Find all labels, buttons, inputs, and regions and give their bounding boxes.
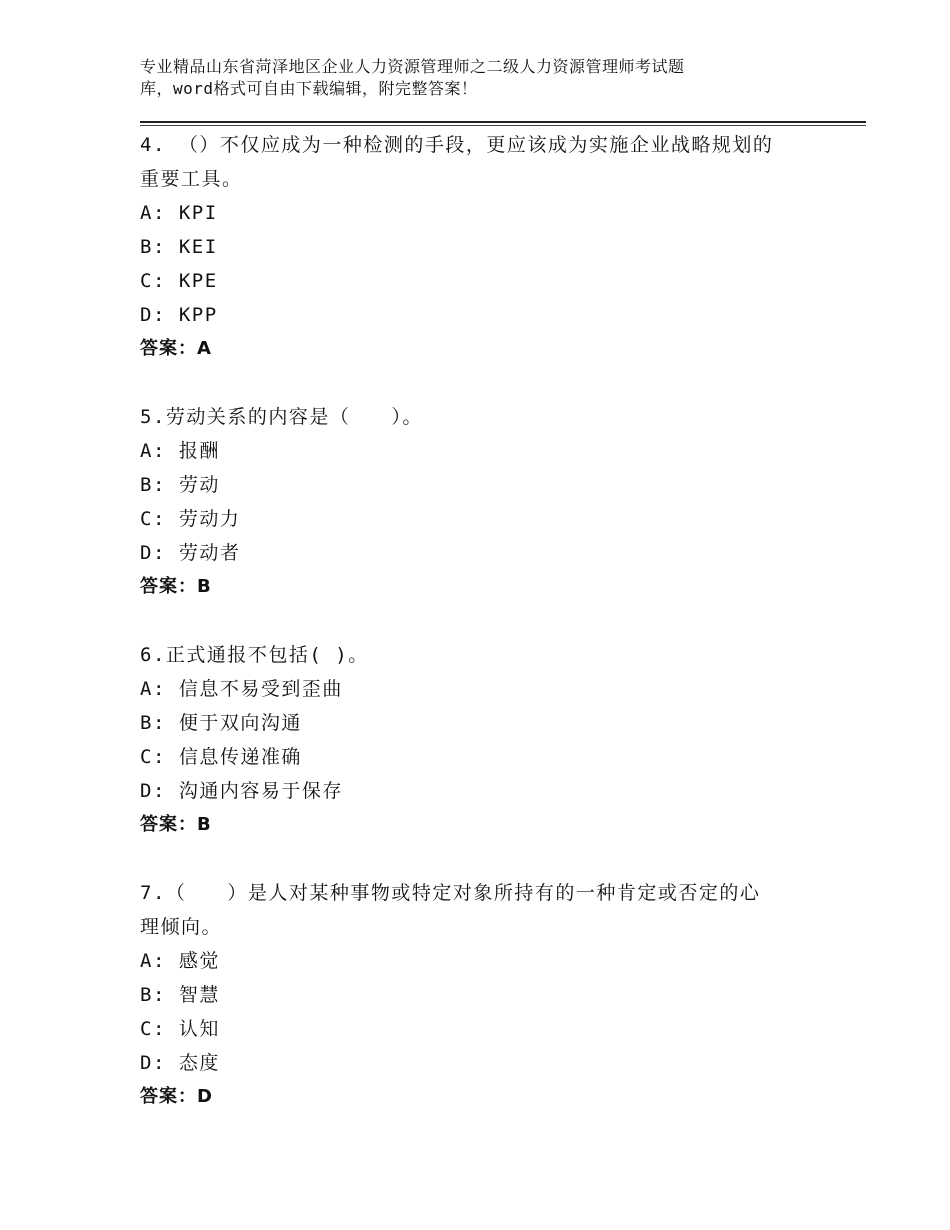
option-c: C: 劳动力 [140, 508, 241, 530]
option-a: A: KPI [140, 202, 218, 224]
question-stem: 4. （）不仅应成为一种检测的手段，更应该成为实施企业战略规划的 [140, 134, 774, 156]
document-header [140, 56, 840, 100]
option-c: C: 信息传递准确 [140, 746, 302, 768]
option-a: A: 信息不易受到歪曲 [140, 678, 343, 700]
question-4 [140, 128, 840, 366]
question-spacer [140, 604, 840, 638]
answer-label: 答案：D [140, 1086, 213, 1107]
question-stem: 6.正式通报不包括( )。 [140, 644, 369, 666]
header-divider-thick [140, 121, 866, 123]
option-a: A: 感觉 [140, 950, 220, 972]
question-stem: 7.（ ）是人对某种事物或特定对象所持有的一种肯定或否定的心 [140, 882, 761, 904]
option-d: D: KPP [140, 304, 218, 326]
header-divider-thin [140, 125, 866, 126]
answer-label: 答案：B [140, 814, 212, 835]
option-c: C: 认知 [140, 1018, 220, 1040]
question-stem: 5.劳动关系的内容是（ ）。 [140, 406, 423, 428]
question-spacer [140, 366, 840, 400]
option-d: D: 劳动者 [140, 542, 241, 564]
question-5 [140, 400, 840, 604]
header-title-line-1: 专业精品山东省菏泽地区企业人力资源管理师之二级人力资源管理师考试题 [140, 57, 685, 76]
question-7 [140, 876, 840, 1114]
answer-label: 答案：A [140, 338, 212, 359]
question-stem-continued: 理倾向。 [140, 916, 223, 938]
question-6 [140, 638, 840, 842]
option-b: B: 便于双向沟通 [140, 712, 302, 734]
option-d: D: 态度 [140, 1052, 220, 1074]
option-a: A: 报酬 [140, 440, 220, 462]
option-b: B: 智慧 [140, 984, 220, 1006]
option-b: B: KEI [140, 236, 218, 258]
option-c: C: KPE [140, 270, 218, 292]
question-stem-continued: 重要工具。 [140, 168, 243, 190]
question-spacer [140, 842, 840, 876]
question-list [140, 128, 840, 1114]
option-d: D: 沟通内容易于保存 [140, 780, 343, 802]
answer-label: 答案：B [140, 576, 212, 597]
option-b: B: 劳动 [140, 474, 220, 496]
header-title-line-2: 库，word格式可自由下载编辑，附完整答案！ [140, 79, 478, 98]
